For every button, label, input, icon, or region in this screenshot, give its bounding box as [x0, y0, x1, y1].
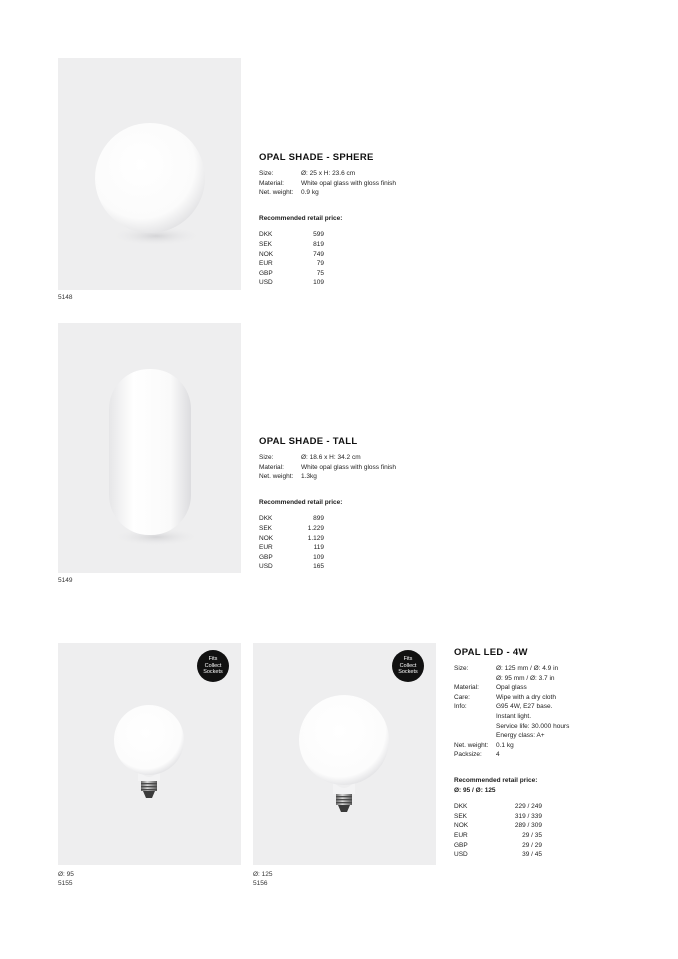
price-row: SEK 1.229: [259, 524, 324, 532]
price-row: EUR 29 / 35: [454, 831, 542, 839]
spec-row: Size: Ø: 125 mm / Ø: 4.9 in Ø: 95 mm / Ø: 3.7 in: [454, 665, 559, 682]
product-info-sphere: [259, 152, 396, 288]
price-row: SEK 819: [259, 240, 324, 248]
opal-tall-shade-image: [58, 323, 241, 573]
price-row: EUR 79: [259, 260, 324, 268]
spec-row: Size: Ø: 18.6 x H: 34.2 cm: [259, 454, 361, 461]
product-code: 5156: [253, 880, 268, 887]
spec-row: Net. weight: 0.9 kg: [259, 189, 319, 197]
price-row: GBP 109: [259, 553, 324, 561]
fits-collect-sockets-badge: Fits Collect Sockets: [197, 650, 229, 682]
spec-row: Material: White opal glass with gloss finish: [259, 463, 397, 471]
product-code: 5149: [58, 577, 73, 584]
spec-row: Packsize: 4: [454, 751, 500, 759]
fits-collect-sockets-badge: Fits Collect Sockets: [392, 650, 424, 682]
product-photo-sphere: [58, 58, 241, 290]
spec-row: Size: Ø: 25 x H: 23.6 cm: [259, 170, 356, 177]
spec-row: Material: White opal glass with gloss finish: [259, 179, 397, 187]
spec-row: Info: G95 4W, E27 base. Instant light. Service life: 30.000 hours Energy class: A+: [454, 703, 570, 740]
product-photo-led-95: [58, 643, 241, 865]
spec-row: Care: Wipe with a dry cloth: [454, 693, 556, 701]
price-row: NOK 1.129: [259, 534, 324, 542]
price-row: DKK 229 / 249: [454, 803, 542, 811]
price-row: DKK 599: [259, 231, 324, 239]
price-row: USD 109: [259, 279, 324, 287]
product-title: OPAL LED - 4W: [454, 647, 528, 658]
price-row: GBP 29 / 29: [454, 841, 542, 849]
rrp-heading: Recommended retail price:: [259, 498, 343, 506]
spec-row: Material: Opal glass: [454, 684, 527, 692]
opal-sphere-shade-image: [58, 58, 241, 290]
price-row: SEK 319 / 339: [454, 812, 542, 820]
product-photo-led-125: [253, 643, 436, 865]
rrp-subheading: Ø: 95 / Ø: 125: [454, 786, 496, 794]
price-row: NOK 749: [259, 250, 324, 258]
price-row: EUR 119: [259, 544, 324, 552]
product-code: 5148: [58, 294, 73, 301]
price-row: DKK 899: [259, 515, 324, 523]
price-row: GBP 75: [259, 269, 324, 277]
product-title: OPAL SHADE - TALL: [259, 436, 358, 447]
product-info-tall: [259, 436, 396, 572]
price-row: USD 39 / 45: [454, 851, 542, 859]
product-title: OPAL SHADE - SPHERE: [259, 152, 374, 163]
product-photo-tall: [58, 323, 241, 573]
variant-size: Ø: 95: [58, 871, 74, 878]
rrp-heading: Recommended retail price:: [454, 776, 538, 784]
spec-row: Net. weight: 0.1 kg: [454, 741, 514, 749]
spec-row: Net. weight: 1.3kg: [259, 473, 317, 481]
product-info-led: [454, 647, 569, 860]
product-code: 5155: [58, 880, 73, 887]
variant-size: Ø: 125: [253, 871, 273, 878]
price-row: USD 165: [259, 563, 324, 571]
rrp-heading: Recommended retail price:: [259, 214, 343, 222]
price-row: NOK 289 / 309: [454, 822, 542, 830]
